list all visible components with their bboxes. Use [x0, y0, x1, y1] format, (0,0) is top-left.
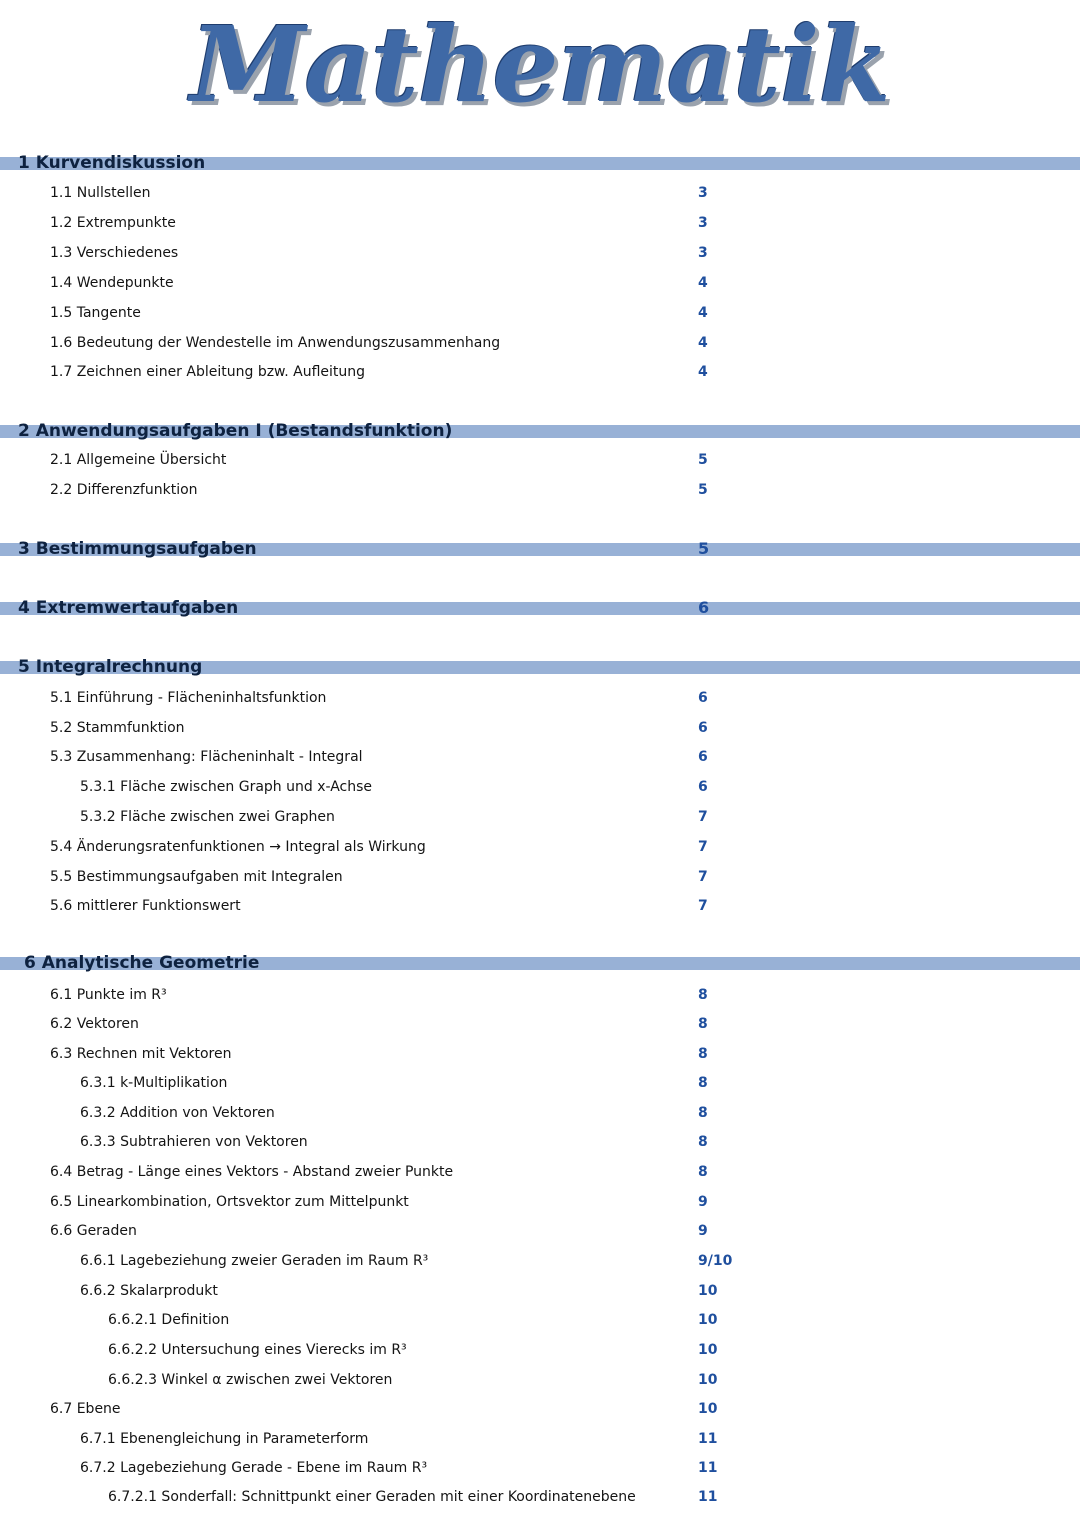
- toc-entry-page-number: 3: [698, 245, 708, 261]
- section-label: 5 Integralrechnung: [18, 657, 203, 677]
- toc-entry: 5.6 mittlerer Funktionswert: [50, 898, 241, 914]
- toc-entry-page-number: 3: [698, 215, 708, 231]
- toc-entry-page-number: 10: [698, 1372, 718, 1388]
- toc-entry-page-number: 5: [698, 452, 708, 468]
- toc-entry: 6.3.3 Subtrahieren von Vektoren: [80, 1134, 308, 1150]
- toc-entry: 5.4 Änderungsratenfunktionen → Integral als Wirkung: [50, 839, 426, 855]
- toc-entry: 6.1 Punkte im R³: [50, 987, 167, 1003]
- section-heading: [0, 597, 1080, 623]
- page-title: Mathematik: [190, 3, 890, 126]
- toc-entry: 5.5 Bestimmungsaufgaben mit Integralen: [50, 869, 343, 885]
- toc-entry: 6.3 Rechnen mit Vektoren: [50, 1046, 232, 1062]
- toc-entry-page-number: 8: [698, 987, 708, 1003]
- toc-entry: 1.4 Wendepunkte: [50, 275, 174, 291]
- toc-entry: 2.1 Allgemeine Übersicht: [50, 452, 227, 468]
- toc-entry: 6.7.1 Ebenengleichung in Parameterform: [80, 1431, 369, 1447]
- toc-entry-page-number: 9: [698, 1223, 708, 1239]
- toc-entry-page-number: 4: [698, 335, 708, 351]
- toc-entry-page-number: 7: [698, 869, 708, 885]
- toc-entry-page-number: 7: [698, 898, 708, 914]
- toc-entry: 6.2 Vektoren: [50, 1016, 139, 1032]
- toc-entry: 1.6 Bedeutung der Wendestelle im Anwendungszusammenhang: [50, 335, 501, 351]
- toc-entry-page-number: 3: [698, 185, 708, 201]
- section-label: 6 Analytische Geometrie: [24, 953, 260, 973]
- toc-entry-page-number: 9: [698, 1194, 708, 1210]
- section-page-number: 6: [698, 598, 710, 617]
- toc-entry: 6.7 Ebene: [50, 1401, 121, 1417]
- toc-entry: 5.3.1 Fläche zwischen Graph und x-Achse: [80, 779, 373, 795]
- toc-entry: 5.2 Stammfunktion: [50, 720, 185, 736]
- toc-entry-page-number: 5: [698, 482, 708, 498]
- toc-entry: 6.6.2.2 Untersuchung eines Vierecks im R³: [108, 1342, 407, 1358]
- toc-entry-page-number: 10: [698, 1342, 718, 1358]
- toc-entry-page-number: 11: [698, 1460, 718, 1476]
- toc-entry: 6.5 Linearkombination, Ortsvektor zum Mittelpunkt: [50, 1194, 409, 1210]
- toc-entry-page-number: 8: [698, 1046, 708, 1062]
- toc-entry: 6.4 Betrag - Länge eines Vektors - Abstand zweier Punkte: [50, 1164, 454, 1180]
- toc-entry-page-number: 4: [698, 364, 708, 380]
- toc-entry-page-number: 11: [698, 1489, 718, 1505]
- toc-entry: 1.3 Verschiedenes: [50, 245, 179, 261]
- toc-entry: 6.3.2 Addition von Vektoren: [80, 1105, 275, 1121]
- section-label: 4 Extremwertaufgaben: [18, 598, 239, 618]
- toc-entry: 5.3 Zusammenhang: Flächeninhalt - Integral: [50, 749, 363, 765]
- toc-entry: 6.6.2 Skalarprodukt: [80, 1283, 218, 1299]
- toc-entry: 1.2 Extrempunkte: [50, 215, 176, 231]
- toc-entry-page-number: 6: [698, 690, 708, 706]
- toc-entry-page-number: 10: [698, 1283, 718, 1299]
- toc-entry: 6.7.2 Lagebeziehung Gerade - Ebene im Raum R³: [80, 1460, 428, 1476]
- toc-entry-page-number: 11: [698, 1431, 718, 1447]
- toc-entry: 6.6 Geraden: [50, 1223, 137, 1239]
- toc-entry-page-number: 9/10: [698, 1253, 733, 1269]
- section-label: 2 Anwendungsaufgaben I (Bestandsfunktion): [18, 421, 453, 441]
- toc-entry: 6.6.1 Lagebeziehung zweier Geraden im Raum R³: [80, 1253, 429, 1269]
- toc-entry-page-number: 6: [698, 779, 708, 795]
- toc-entry-page-number: 8: [698, 1134, 708, 1150]
- section-page-number: 5: [698, 539, 710, 558]
- section-heading: [0, 952, 1080, 978]
- toc-entry-page-number: 10: [698, 1401, 718, 1417]
- toc-entry: 5.3.2 Fläche zwischen zwei Graphen: [80, 809, 335, 825]
- toc-entry: 6.6.2.1 Definition: [108, 1312, 230, 1328]
- section-heading: [0, 152, 1080, 178]
- section-label: 3 Bestimmungsaufgaben: [18, 539, 257, 559]
- toc-entry: 5.1 Einführung - Flächeninhaltsfunktion: [50, 690, 327, 706]
- toc-entry: 6.7.2.1 Sonderfall: Schnittpunkt einer Geraden mit einer Koordinatenebene: [108, 1489, 636, 1505]
- section-heading: [0, 538, 1080, 564]
- toc-entry: 1.7 Zeichnen einer Ableitung bzw. Aufleitung: [50, 364, 366, 380]
- toc-entry: 1.1 Nullstellen: [50, 185, 151, 201]
- section-label: 1 Kurvendiskussion: [18, 153, 206, 173]
- toc-entry-page-number: 7: [698, 809, 708, 825]
- toc-entry: 6.3.1 k-Multiplikation: [80, 1075, 228, 1091]
- toc-entry-page-number: 8: [698, 1164, 708, 1180]
- toc-entry-page-number: 4: [698, 305, 708, 321]
- toc-entry-page-number: 8: [698, 1075, 708, 1091]
- toc-entry: 2.2 Differenzfunktion: [50, 482, 198, 498]
- toc-entry: 1.5 Tangente: [50, 305, 141, 321]
- toc-entry-page-number: 10: [698, 1312, 718, 1328]
- section-heading: [0, 656, 1080, 682]
- toc-entry-page-number: 6: [698, 720, 708, 736]
- toc-entry: 6.6.2.3 Winkel α zwischen zwei Vektoren: [108, 1372, 393, 1388]
- toc-entry-page-number: 8: [698, 1016, 708, 1032]
- toc-entry-page-number: 6: [698, 749, 708, 765]
- toc-entry-page-number: 8: [698, 1105, 708, 1121]
- toc-entry-page-number: 4: [698, 275, 708, 291]
- section-heading: [0, 420, 1080, 446]
- toc-entry-page-number: 7: [698, 839, 708, 855]
